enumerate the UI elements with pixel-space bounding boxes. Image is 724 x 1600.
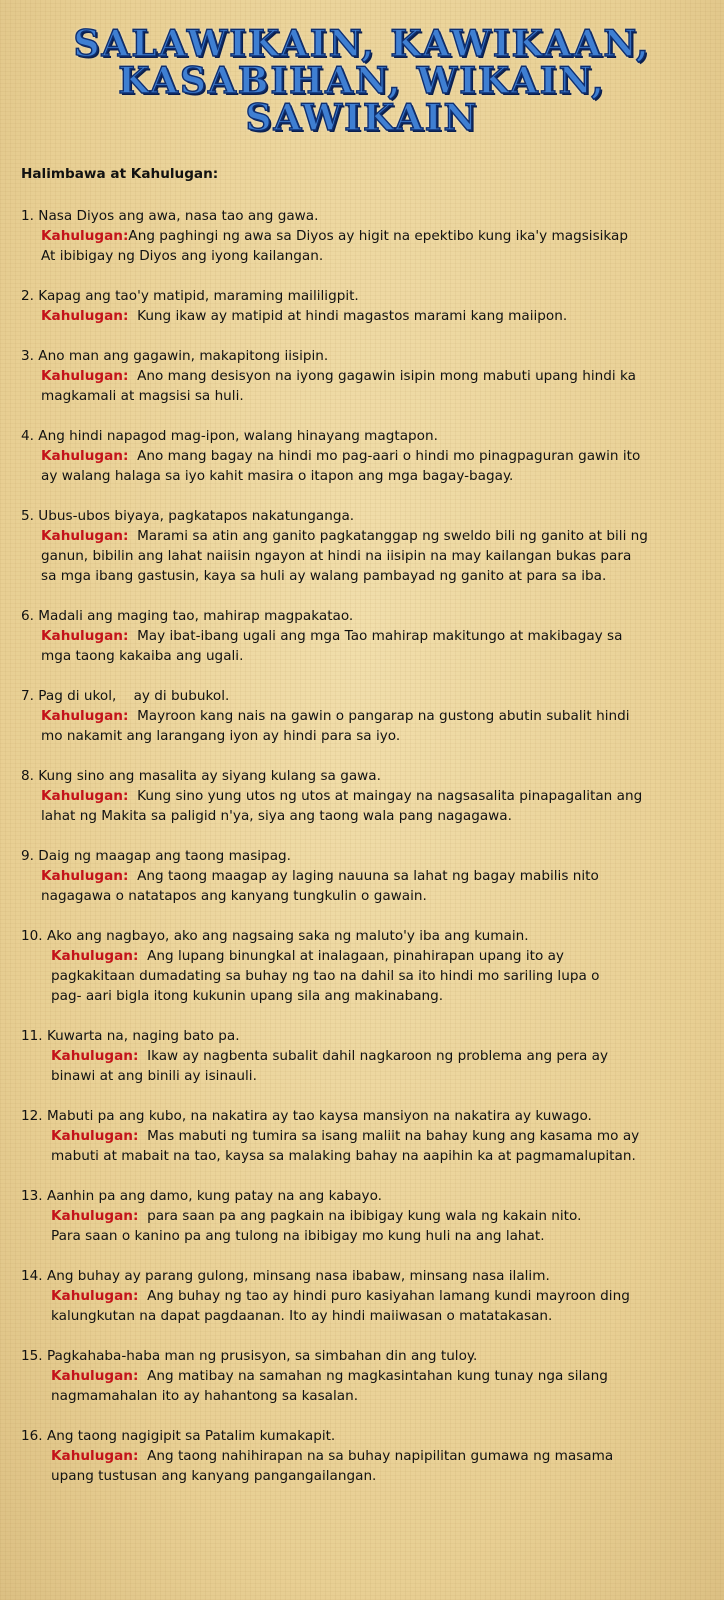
meaning-line: upang tustusan ang kanyang pangangailangan. [51,1468,377,1484]
list-item [21,926,711,1006]
meaning-line: pagkakitaan dumadating sa buhay ng tao na dahil sa ito hindi mo sariling lupa o [51,968,600,984]
meaning-text [21,946,711,1006]
meaning-text [21,1286,711,1326]
meaning-line: ganun, bibilin ang lahat naiisin ngayon at hindi na iisipin na may kailangan bukas para [41,548,632,564]
list-item [21,1426,711,1486]
meaning-text [21,626,711,666]
meaning-line: Ang matibay na samahan ng magkasintahan kung tunay nga silang [147,1368,608,1384]
meaning-label: Kahulugan: [51,948,139,964]
meaning-line: Ang paghingi ng awa sa Diyos ay higit na epektibo kung ika'y magsisikap [128,228,629,244]
meaning-line: pag- aari bigla itong kukunin upang sila ang makinabang. [51,988,444,1004]
list-item [21,766,711,826]
saying-text: 7. Pag di ukol, ay di bubukol. [21,688,230,704]
saying-text: 9. Daig ng maagap ang taong masipag. [21,848,291,864]
meaning-label: Kahulugan: [41,628,129,644]
meaning-label: Kahulugan: [51,1448,139,1464]
meaning-line: Ikaw ay nagbenta subalit dahil nagkaroon ng problema ang pera ay [147,1048,609,1064]
saying-text: 15. Pagkahaba-haba man ng prusisyon, sa simbahan din ang tuloy. [21,1348,478,1364]
meaning-label: Kahulugan: [51,1128,139,1144]
meaning-line: Mayroon kang nais na gawin o pangarap na gustong abutin subalit hindi [137,708,630,724]
meaning-line: Ano mang bagay na hindi mo pag-aari o hindi mo pinagpaguran gawin ito [137,448,641,464]
meaning-line: mabuti at mabait na tao, kaysa sa malaking bahay na aapihin ka at pagmamalupitan. [51,1148,636,1164]
list-item [21,1026,711,1086]
meaning-label: Kahulugan: [51,1208,139,1224]
meaning-text [21,1366,711,1406]
meaning-line: kalungkutan na dapat pagdaanan. Ito ay hindi maiiwasan o matatakasan. [51,1308,553,1324]
saying-text: 12. Mabuti pa ang kubo, na nakatira ay tao kaysa mansiyon na nakatira ay kuwago. [21,1108,592,1124]
meaning-line: lahat ng Makita sa paligid n'ya, siya ang taong wala pang nagagawa. [41,808,512,824]
meaning-text [21,446,711,486]
meaning-line: sa mga ibang gastusin, kaya sa huli ay walang pambayad ng ganito at para sa iba. [41,568,607,584]
title-line: SAWIKAIN [245,97,479,139]
meaning-label: Kahulugan: [41,868,129,884]
meaning-line: Kung ikaw ay matipid at hindi magastos marami kang maiipon. [137,308,568,324]
meaning-line: nagagawa o natatapos ang kanyang tungkulin o gawain. [41,888,427,904]
meaning-label: Kahulugan: [41,308,129,324]
saying-text: 1. Nasa Diyos ang awa, nasa tao ang gawa. [21,208,319,224]
meaning-line: binawi at ang binili ay isinauli. [51,1068,257,1084]
meaning-label: Kahulugan: [41,788,129,804]
meaning-text [21,306,711,326]
meaning-line: Ano mang desisyon na iyong gagawin isipin mong mabuti upang hindi ka [137,368,636,384]
saying-text: 8. Kung sino ang masalita ay siyang kulang sa gawa. [21,768,381,784]
list-item [21,1266,711,1326]
saying-text: 5. Ubus-ubos biyaya, pagkatapos nakatunganga. [21,508,355,524]
meaning-line: Ang taong maagap ay laging nauuna sa lahat ng bagay mabilis nito [137,868,599,884]
saying-text: 2. Kapag ang tao'y matipid, maraming maililigpit. [21,288,359,304]
meaning-line: mo nakamit ang larangang iyon ay hindi para sa iyo. [41,728,401,744]
list-item [21,686,711,746]
meaning-text [21,1126,711,1166]
meaning-line: Marami sa atin ang ganito pagkatanggap ng sweldo bili ng ganito at bili ng [137,528,648,544]
intro-heading: Halimbawa at Kahulugan: [21,166,219,182]
title-line: SALAWIKAIN, KAWIKAAN, [73,23,651,65]
list-item [21,286,711,326]
meaning-label: Kahulugan: [41,228,129,244]
meaning-text [21,366,711,406]
saying-text: 14. Ang buhay ay parang gulong, minsang nasa ibabaw, minsang nasa ilalim. [21,1268,550,1284]
meaning-line: May ibat-ibang ugali ang mga Tao mahirap makitungo at makibagay sa [137,628,623,644]
meaning-text [21,786,711,826]
meaning-line: Kung sino yung utos ng utos at maingay na nagsasalita pinapagalitan ang [137,788,643,804]
list-item [21,1186,711,1246]
list-item [21,1106,711,1166]
meaning-text [21,1046,711,1086]
meaning-text [21,866,711,906]
meaning-line: ay walang halaga sa iyo kahit masira o itapon ang mga bagay-bagay. [41,468,514,484]
page-title [0,23,724,139]
title-line: KASABIHAN, WIKAIN, [118,60,606,102]
meaning-text [21,1206,711,1246]
meaning-text [21,1446,711,1486]
list-item [21,506,711,586]
meaning-label: Kahulugan: [51,1288,139,1304]
saying-text: 11. Kuwarta na, naging bato pa. [21,1028,240,1044]
meaning-label: Kahulugan: [41,708,129,724]
meaning-line: Ang taong nahihirapan na sa buhay napipilitan gumawa ng masama [147,1448,614,1464]
meaning-text [21,526,711,586]
meaning-line: Ang buhay ng tao ay hindi puro kasiyahan lamang kundi mayroon ding [147,1288,630,1304]
meaning-label: Kahulugan: [41,448,129,464]
meaning-label: Kahulugan: [51,1048,139,1064]
meaning-text [21,226,711,266]
saying-text: 3. Ano man ang gagawin, makapitong iisipin. [21,348,329,364]
saying-text: 13. Aanhin pa ang damo, kung patay na ang kabayo. [21,1188,382,1204]
meaning-line: Para saan o kanino pa ang tulong na ibibigay mo kung huli na ang lahat. [51,1228,545,1244]
list-item [21,426,711,486]
meaning-label: Kahulugan: [41,368,129,384]
meaning-label: Kahulugan: [51,1368,139,1384]
saying-text: 4. Ang hindi napagod mag-ipon, walang hinayang magtapon. [21,428,438,444]
meaning-text [21,706,711,746]
saying-list [21,164,711,1506]
list-item [21,206,711,266]
list-item [21,606,711,666]
meaning-label: Kahulugan: [41,528,129,544]
list-item [21,346,711,406]
meaning-line: nagmamahalan ito ay hahantong sa kasalan. [51,1388,359,1404]
list-item [21,1346,711,1406]
meaning-line: mga taong kakaiba ang ugali. [41,648,244,664]
list-item [21,846,711,906]
meaning-line: At ibibigay ng Diyos ang iyong kailangan. [41,248,324,264]
meaning-line: Ang lupang binungkal at inalagaan, pinahirapan upang ito ay [147,948,564,964]
meaning-line: magkamali at magsisi sa huli. [41,388,244,404]
meaning-line: para saan pa ang pagkain na ibibigay kung wala ng kakain nito. [147,1208,582,1224]
saying-text: 6. Madali ang maging tao, mahirap magpakatao. [21,608,354,624]
saying-text: 16. Ang taong nagigipit sa Patalim kumakapit. [21,1428,336,1444]
meaning-line: Mas mabuti ng tumira sa isang maliit na bahay kung ang kasama mo ay [147,1128,640,1144]
saying-text: 10. Ako ang nagbayo, ako ang nagsaing saka ng maluto'y iba ang kumain. [21,928,529,944]
